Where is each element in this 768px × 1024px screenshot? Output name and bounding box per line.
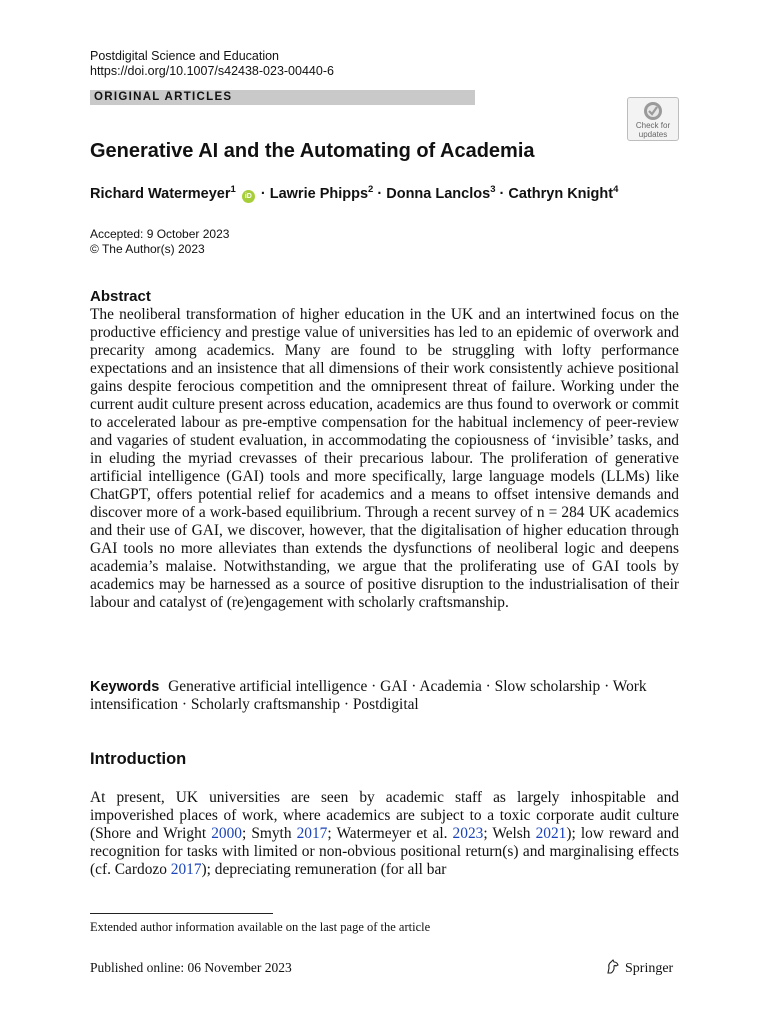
springer-horse-icon [605, 959, 621, 975]
section-label: ORIGINAL ARTICLES [90, 90, 475, 105]
citation-link[interactable]: 2021 [535, 825, 567, 842]
author-affiliation: 2 [368, 184, 374, 195]
keywords-list: Generative artificial intelligence · GAI · Academia · Slow scholarship · Work intensification · Scholarly craftsmanship · Postdigital [90, 678, 647, 713]
author-name[interactable]: Donna Lanclos [386, 186, 491, 202]
check-badge-line1: Check for [635, 121, 671, 130]
journal-name: Postdigital Science and Education [90, 49, 280, 63]
intro-text: ; Welsh [483, 825, 536, 842]
keywords-label: Keywords [90, 679, 160, 695]
publisher-name: Springer [625, 961, 674, 976]
author-separator: · [260, 186, 266, 202]
footnote: Extended author information available on the last page of the article [90, 920, 431, 934]
citation-link[interactable]: 2000 [211, 825, 242, 842]
author-affiliation: 3 [490, 184, 496, 195]
author-name[interactable]: Lawrie Phipps [269, 186, 369, 202]
check-badge-line2: updates [638, 129, 668, 139]
author-separator: · [377, 186, 383, 202]
footnote-divider [90, 913, 273, 914]
citation-link[interactable]: 2023 [452, 825, 484, 842]
citation-link[interactable]: 2017 [170, 861, 202, 878]
check-for-updates-icon [642, 101, 664, 121]
abstract-heading: Abstract [90, 288, 151, 305]
author-name[interactable]: Richard Watermeyer [90, 186, 231, 202]
introduction-paragraph [90, 789, 679, 879]
check-for-updates-badge[interactable] [627, 97, 679, 141]
author-name[interactable]: Cathryn Knight [508, 186, 614, 202]
intro-text: ; Watermeyer et al. [327, 825, 453, 842]
article-title: Generative AI and the Automating of Academia [90, 140, 535, 162]
publisher-logo[interactable] [605, 959, 673, 978]
copyright-notice: © The Author(s) 2023 [90, 242, 205, 256]
author-affiliation: 1 [230, 184, 236, 195]
citation-link[interactable]: 2017 [296, 825, 328, 842]
author-affiliation: 4 [613, 184, 619, 195]
intro-text: ); low reward and recognition for tasks with limited or non-obvious positional return(s) and marginalising effects (cf. Cardozo [90, 825, 679, 878]
intro-text: ; Smyth [241, 825, 297, 842]
doi-link[interactable]: https://doi.org/10.1007/s42438-023-00440-6 [90, 64, 334, 78]
author-list [90, 184, 618, 204]
author-separator: · [499, 186, 505, 202]
intro-text: At present, UK universities are seen by academic staff as largely inhospitable and impoverished places of work, where academics are subject to a toxic corporate audit culture (Shore and Wright [90, 789, 679, 842]
introduction-heading: Introduction [90, 750, 187, 768]
orcid-icon[interactable]: iD [242, 190, 255, 203]
accepted-date: Accepted: 9 October 2023 [90, 227, 230, 241]
abstract-text: The neoliberal transformation of higher education in the UK and an intertwined focus on the productive efficiency and prestige value of universities has led to an epidemic of overwork and precarity among academics. Many are found to be struggling with lofty performance expectations and an insistence that all dimensions of their work consistently achieve positional gains despite ferocious competition and the omnipresent threat of failure. Working under the current audit culture present across education, academics are thus found to overwork or commit to accelerated labour as pre-emptive compensation for the habitual inclemency of peer-review and vagaries of student evaluation, in accommodating the copiousness of ‘invisible’ tasks, and in eluding the myriad crevasses of their precarious labour. The proliferation of generative artificial intelligence (GAI) tools and more specifically, large language models (LLMs) like ChatGPT, offers potential relief for academics and a means to offset intensive demands and discover more of a work-based equilibrium. Through a recent survey of n = 284 UK academics and their use of GAI, we discover, however, that the digitalisation of higher education through GAI tools no more alleviates than extends the dysfunctions of neoliberal logic and deepens academia’s malaise. Notwithstanding, we argue that the proliferating use of GAI tools by academics may be harnessed as a source of positive disruption to the industrialisation of their labour and catalyst of (re)engagement with scholarly craftsmanship. [90, 306, 679, 611]
keywords [90, 678, 679, 714]
intro-text: ); depreciating remuneration (for all bar [201, 861, 447, 878]
published-date: Published online: 06 November 2023 [90, 960, 292, 975]
